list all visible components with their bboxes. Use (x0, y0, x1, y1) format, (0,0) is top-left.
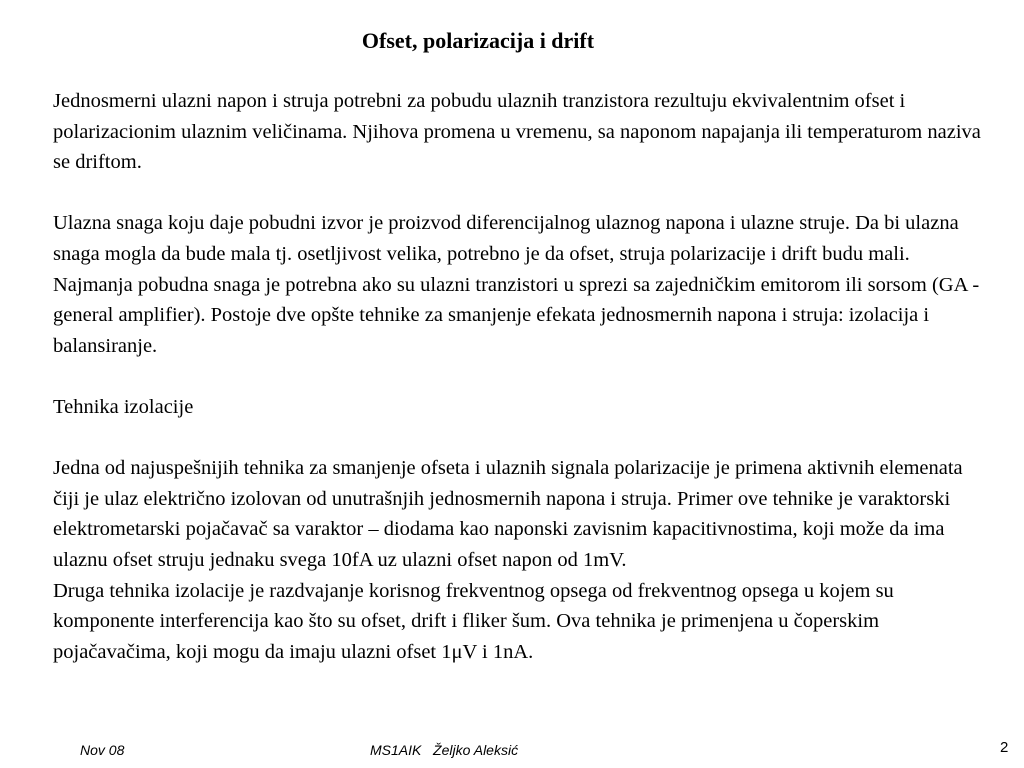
paragraph-isolation-first: Jedna od najuspešnijih tehnika za smanjenje ofseta i ulaznih signala polarizacije je primena aktivnih elemenata čiji je ulaz električno izolovan od unutrašnjih jednosmernih napona i struja. Primer ove tehnike je varaktorski elektrometarski pojačavač sa varaktor – diodama kao naponski zavisnim kapacitivnostima, koji može da ima ulaznu ofset struju jednaku svega 10fA uz ulazni ofset napon od 1mV. (53, 457, 963, 571)
paragraph-spacer (53, 178, 993, 209)
paragraph-isolation-second: Druga tehnika izolacije je razdvajanje korisnog frekventnog opsega od frekventnog opsega u kojem su komponente interferencija kao što su ofset, drift i fliker šum. Ova tehnika je primenjena u čoperskim pojačavačima, koji mogu da imaju ulazni ofset 1μV i 1nA. (53, 579, 894, 663)
slide-body (53, 86, 993, 667)
slide-title: Ofset, polarizacija i drift (361, 28, 595, 53)
paragraph-intro: Jednosmerni ulazni napon i struja potrebni za pobudu ulaznih tranzistora rezultuju ekvivalentnim ofset i polarizacionim ulaznim veličinama. Njihova promena u vremenu, sa naponom napajanja ili temperaturom naziva se driftom. (53, 90, 981, 174)
paragraph-input-power: Ulazna snaga koju daje pobudni izvor je proizvod diferencijalnog ulaznog napona i ulazne struje. Da bi ulazna snaga mogla da bude mala tj. osetljivost velika, potrebno je da ofset, struja polarizacije i drift budu mali. Najmanja pobudna snaga je potrebna ako su ulazni tranzistori u sprezi sa zajedničkim emitorom ili sorsom (GA - general amplifier). Postoje dve opšte tehnike za smanjenje efekata jednosmernih napona i struja: izolacija i balansiranje. (53, 212, 980, 357)
paragraph-spacer (53, 361, 993, 392)
section-heading-isolation: Tehnika izolacije (53, 395, 194, 418)
paragraph-spacer (53, 423, 993, 454)
footer-page-number: 2 (1000, 739, 1009, 756)
footer-course-author: MS1AIK Željko Aleksić (370, 742, 519, 758)
footer-date: Nov 08 (80, 742, 125, 758)
